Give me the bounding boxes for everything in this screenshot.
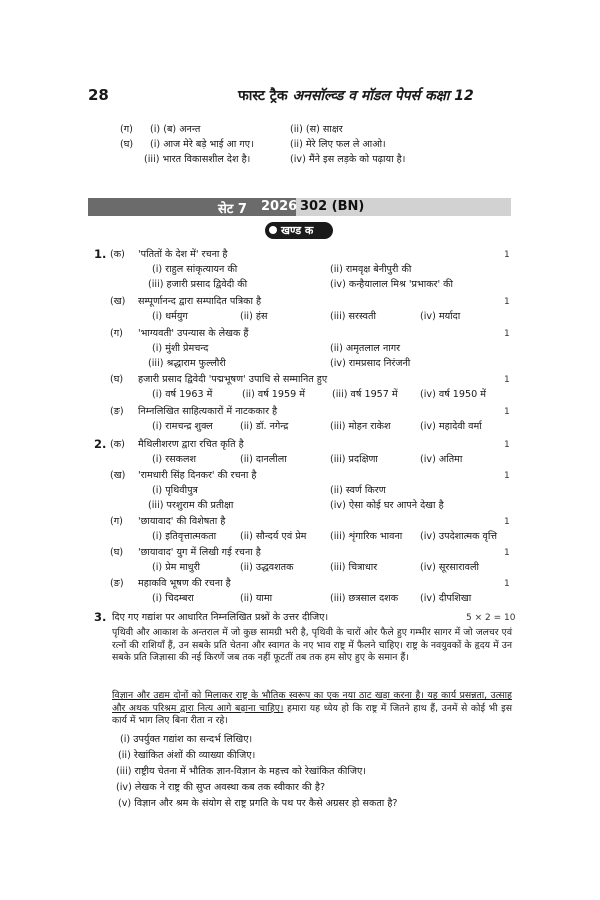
q2-d-label: (घ) bbox=[110, 547, 124, 558]
q1-c-opt-3: (iii) श्रद्धाराम फुल्लौरी bbox=[148, 358, 226, 369]
section-pill bbox=[265, 222, 333, 239]
top-line-1-label: (ग) bbox=[120, 124, 133, 135]
top-line-2-label: (घ) bbox=[120, 139, 134, 150]
q2-d-question: 'छायावाद' युग में लिखी गई रचना है bbox=[138, 547, 261, 558]
q1-e-opt-2: (ii) डॉ. नगेन्द्र bbox=[240, 421, 289, 432]
q2-d-mark: 1 bbox=[504, 548, 510, 558]
q1-c-label: (ग) bbox=[110, 328, 123, 339]
q2-a-question: मैथिलीशरण द्वारा रचित कृति है bbox=[138, 439, 244, 450]
q1-number: 1. bbox=[94, 247, 107, 261]
q1-d-question: हजारी प्रसाद द्विवेदी 'पद्मभूषण' उपाधि से सम्मानित हुए bbox=[138, 374, 328, 385]
q2-c-mark: 1 bbox=[504, 517, 510, 527]
q1-e-mark: 1 bbox=[504, 407, 510, 417]
q1-b-question: सम्पूर्णानन्द द्वारा सम्पादित पत्रिका है bbox=[138, 296, 262, 307]
q2-b-opt-2: (ii) स्वर्ण किरण bbox=[330, 485, 386, 496]
q2-e-label: (ङ) bbox=[110, 578, 124, 589]
q2-a-opt-1: (i) रसकलश bbox=[152, 454, 197, 465]
q3-sub-4: (iv) लेखक ने राष्ट्र की सुप्त अवस्था कब तक स्वीकार की है? bbox=[116, 782, 326, 793]
q1-c-question: 'भाग्यवती' उपन्यास के लेखक हैं bbox=[138, 328, 249, 339]
q1-c-opt-2: (ii) अमृतलाल नागर bbox=[330, 343, 401, 354]
top-line-3-a: (iii) भारत विकासशील देश है। bbox=[144, 154, 251, 165]
q1-e-question: निम्नलिखित साहित्यकारों में नाटककार है bbox=[138, 406, 278, 417]
section-label: खण्ड क bbox=[281, 224, 314, 237]
q2-e-question: महाकवि भूषण की रचना है bbox=[138, 578, 231, 589]
q1-d-mark: 1 bbox=[504, 375, 510, 385]
top-line-2-a: (i) आज मेरे बड़े भाई आ गए। bbox=[150, 139, 254, 150]
q2-e-opt-4: (iv) दीपशिखा bbox=[420, 593, 472, 604]
top-line-1-b: (ii) (स) साक्षर bbox=[290, 124, 343, 135]
q1-d-opt-2: (ii) वर्ष 1959 में bbox=[242, 389, 305, 400]
q2-e-opt-3: (iii) छत्रसाल दशक bbox=[330, 593, 399, 604]
q2-c-opt-1: (i) इतिवृत्तात्मकता bbox=[152, 531, 217, 542]
q1-b-opt-3: (iii) सरस्वती bbox=[330, 311, 376, 322]
q3-marks: 5 × 2 = 10 bbox=[466, 613, 516, 623]
q2-a-mark: 1 bbox=[504, 440, 510, 450]
header-title-italic: अनसॉल्व्ड व मॉडल पेपर्स कक्षा 12 bbox=[292, 88, 474, 104]
q2-d-opt-3: (iii) चित्राधार bbox=[330, 562, 378, 573]
q2-c-label: (ग) bbox=[110, 516, 123, 527]
q1-d-opt-3: (iii) वर्ष 1957 में bbox=[332, 389, 398, 400]
q2-e-mark: 1 bbox=[504, 579, 510, 589]
q2-number: 2. bbox=[94, 437, 107, 451]
banner-set: सेट 7 bbox=[218, 202, 247, 217]
q2-c-opt-4: (iv) उपदेशात्मक वृत्ति bbox=[420, 531, 497, 542]
q2-b-mark: 1 bbox=[504, 471, 510, 481]
q1-a-opt-4: (iv) कन्हैयालाल मिश्र 'प्रभाकर' की bbox=[330, 279, 454, 290]
q1-b-label: (ख) bbox=[110, 296, 126, 307]
q2-a-opt-2: (ii) दानलीला bbox=[240, 454, 287, 465]
q1-c-opt-1: (i) मुंशी प्रेमचन्द bbox=[152, 343, 209, 354]
q2-e-opt-2: (ii) यामा bbox=[240, 593, 273, 604]
top-line-2-b: (ii) मेरे लिए फल ले आओ। bbox=[290, 139, 386, 150]
q3-sub-1: (i) उपर्युक्त गद्यांश का सन्दर्भ लिखिए। bbox=[120, 734, 253, 745]
q1-a-opt-3: (iii) हजारी प्रसाद द्विवेदी की bbox=[148, 279, 248, 290]
q1-a-question: 'पतितों के देश में' रचना है bbox=[138, 249, 228, 260]
q2-b-opt-4: (iv) ऐसा कोई घर आपने देखा है bbox=[330, 500, 444, 511]
running-header bbox=[238, 86, 474, 105]
q3-sub-2: (ii) रेखांकित अंशों की व्याख्या कीजिए। bbox=[118, 750, 256, 761]
passage-rest-text: हमारा यह ध्येय हो कि राष्ट्र में जितने हाथ हैं, उनमें से कोई भी इस कार्य में भाग लिए बिना रीता न रहे। bbox=[112, 702, 512, 726]
q1-d-label: (घ) bbox=[110, 374, 124, 385]
q1-d-opt-1: (i) वर्ष 1963 में bbox=[152, 389, 213, 400]
q2-b-opt-1: (i) पृथिवीपुत्र bbox=[152, 485, 198, 496]
set-banner bbox=[88, 198, 511, 216]
q1-b-opt-4: (iv) मर्यादा bbox=[420, 311, 461, 322]
q2-b-opt-3: (iii) परशुराम की प्रतीक्षा bbox=[148, 500, 234, 511]
q1-a-label: (क) bbox=[110, 249, 125, 260]
q1-a-opt-2: (ii) रामवृक्ष बेनीपुरी की bbox=[330, 264, 412, 275]
section-pill-dot bbox=[269, 226, 277, 234]
banner-year: 2026 bbox=[261, 199, 298, 214]
top-line-1-a: (i) (ब) अनन्त bbox=[150, 124, 201, 135]
q3-prompt: दिए गए गद्यांश पर आधारित निम्नलिखित प्रश्नों के उत्तर दीजिए। bbox=[112, 612, 329, 623]
q1-d-opt-4: (iv) वर्ष 1950 में bbox=[420, 389, 487, 400]
q1-b-opt-1: (i) धर्मयुग bbox=[152, 311, 188, 322]
q2-c-opt-3: (iii) शृंगारिक भावना bbox=[330, 531, 403, 542]
q1-b-mark: 1 bbox=[504, 297, 510, 307]
q2-c-opt-2: (ii) सौन्दर्य एवं प्रेम bbox=[240, 531, 307, 542]
q1-a-mark: 1 bbox=[504, 250, 510, 260]
q1-e-opt-3: (iii) मोहन राकेश bbox=[330, 421, 391, 432]
q1-c-opt-4: (iv) रामप्रसाद निरंजनी bbox=[330, 358, 411, 369]
banner-code: 302 (BN) bbox=[300, 199, 365, 214]
q2-d-opt-1: (i) प्रेम माधुरी bbox=[152, 562, 200, 573]
q2-a-opt-3: (iii) प्रदक्षिणा bbox=[330, 454, 378, 465]
q3-number: 3. bbox=[94, 610, 107, 624]
q1-c-mark: 1 bbox=[504, 329, 510, 339]
passage-paragraph-2 bbox=[112, 690, 512, 728]
q2-b-question: 'रामधारी सिंह दिनकर' की रचना है bbox=[138, 470, 257, 481]
q2-d-opt-2: (ii) उद्धवशतक bbox=[240, 562, 294, 573]
page-number: 28 bbox=[88, 86, 109, 104]
q3-sub-5: (v) विज्ञान और श्रम के संयोग से राष्ट्र प्रगति के पथ पर कैसे अग्रसर हो सकता है? bbox=[118, 798, 398, 809]
q2-d-opt-4: (iv) सूरसारावली bbox=[420, 562, 479, 573]
q1-e-opt-4: (iv) महादेवी वर्मा bbox=[420, 421, 482, 432]
q3-sub-3: (iii) राष्ट्रीय चेतना में भौतिक ज्ञान-विज्ञान के महत्त्व को रेखांकित कीजिए। bbox=[116, 766, 366, 777]
q1-e-label: (ङ) bbox=[110, 406, 124, 417]
q2-a-label: (क) bbox=[110, 439, 125, 450]
q2-e-opt-1: (i) चिदम्बरा bbox=[152, 593, 194, 604]
q2-b-label: (ख) bbox=[110, 470, 126, 481]
q2-c-question: 'छायावाद' की विशेषता है bbox=[138, 516, 226, 527]
top-line-3-b: (iv) मैंने इस लड़के को पढ़ाया है। bbox=[290, 154, 406, 165]
header-title-bold: फास्ट ट्रैक bbox=[238, 88, 288, 104]
q2-a-opt-4: (iv) अतिमा bbox=[420, 454, 463, 465]
q1-e-opt-1: (i) रामचन्द्र शुक्ल bbox=[152, 421, 213, 432]
passage-underlined-text: विज्ञान और उद्यम दोनों को मिलाकर राष्ट्र के भौतिक स्वरूप का एक नया ठाट खड़ा करना है। यह कार्य प्रसन्नता, उत्साह और अथक परिश्रम द्वारा नित्य आगे बढ़ाना चाहिए। bbox=[112, 690, 512, 714]
q1-b-opt-2: (ii) हंस bbox=[240, 311, 268, 322]
passage-paragraph-1: पृथिवी और आकाश के अन्तराल में जो कुछ सामग्री भरी है, पृथिवी के चारों ओर फैले हुए गम्भीर सागर में जो जलचर एवं रत्नों की राशियाँ हैं, उन सबके प्रति चेतना और स्वागत के नए भाव राष्ट्र में फैलने चाहिए। राष्ट्र के नवयुवकों के हृदय में उन सबके प्रति जिज्ञासा की नई किरणें जब तक नहीं फूटतीं तब तक हम सोए हुए के समान हैं। bbox=[112, 627, 512, 663]
q1-a-opt-1: (i) राहुल सांकृत्यायन की bbox=[152, 264, 238, 275]
